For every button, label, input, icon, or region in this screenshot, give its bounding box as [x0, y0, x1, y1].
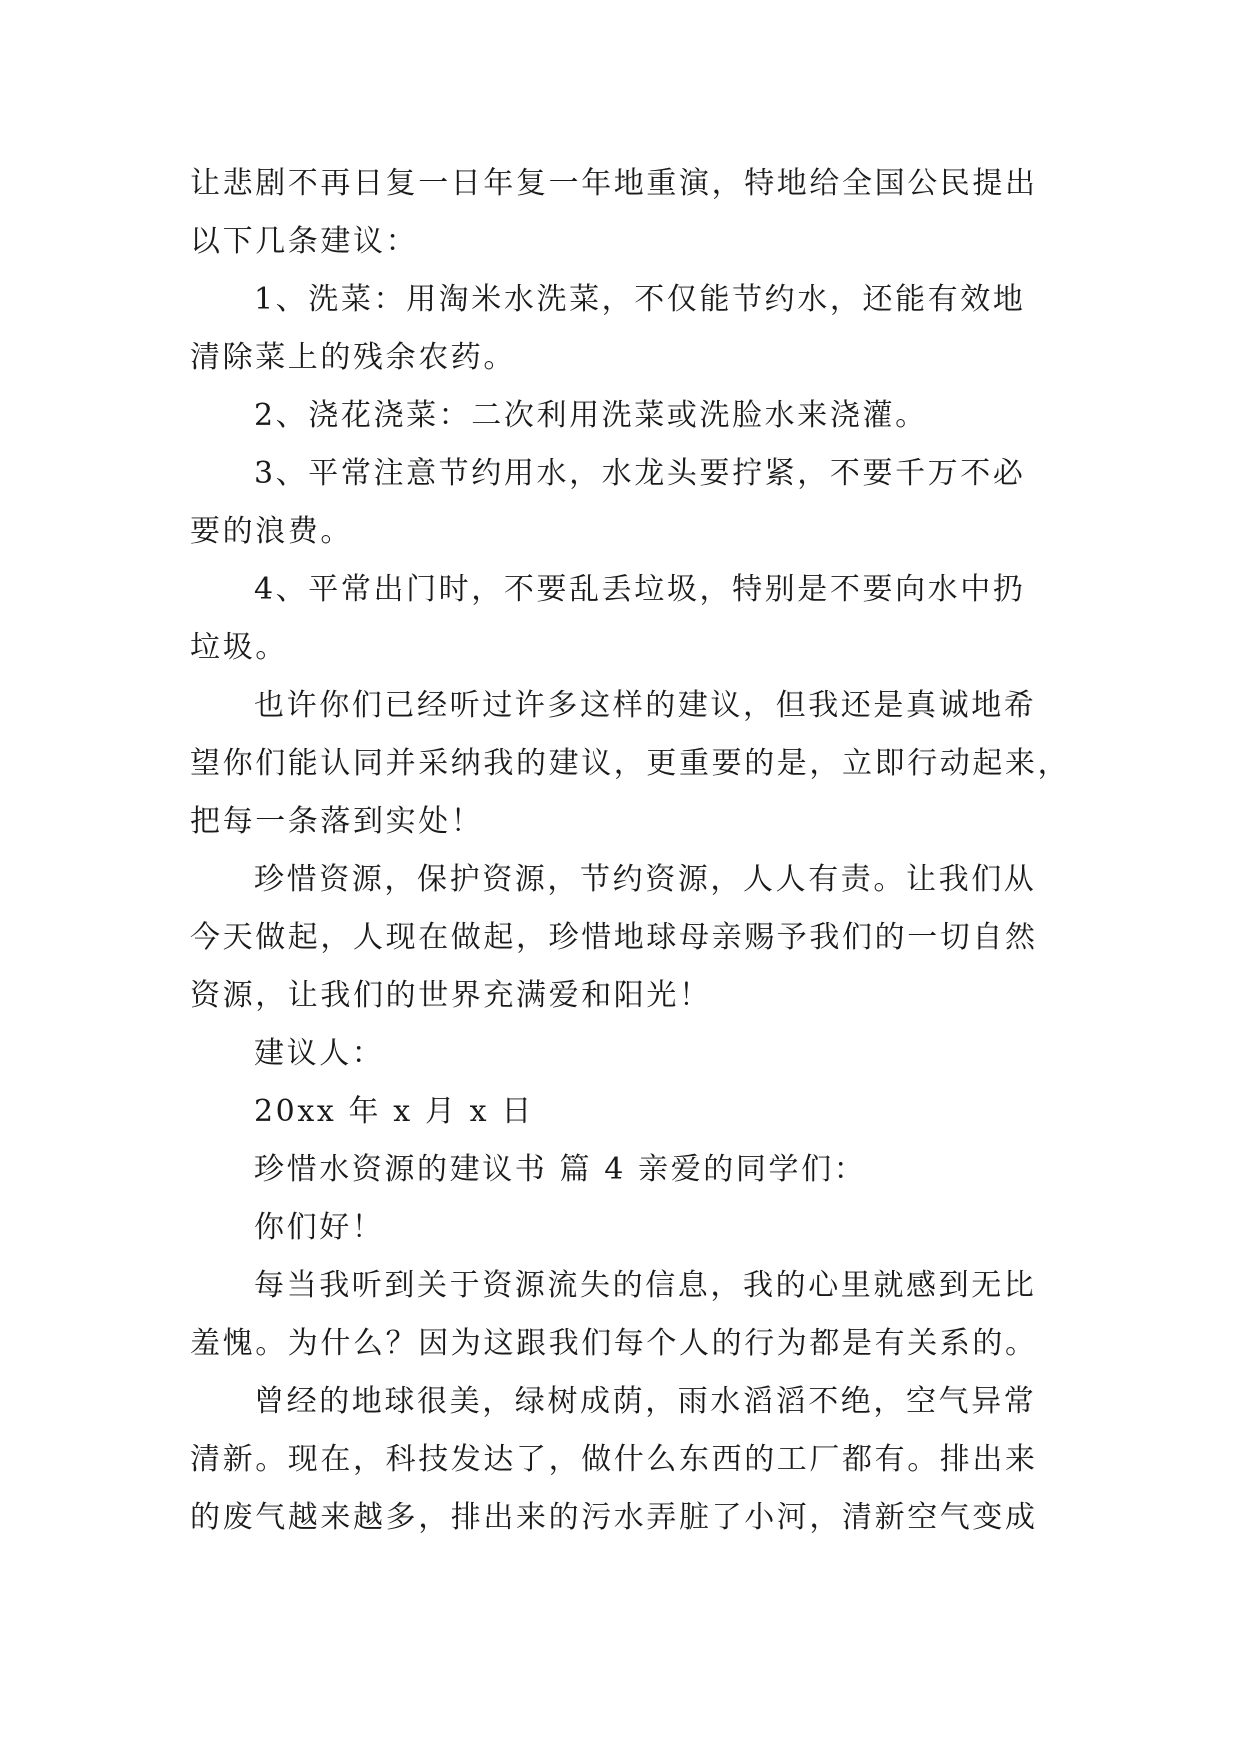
text-line: 望你们能认同并采纳我的建议，更重要的是，立即行动起来，: [190, 746, 1071, 781]
text-line: 清除菜上的残余农药。: [190, 340, 516, 375]
text-line: 曾经的地球很美，绿树成荫，雨水滔滔不绝，空气异常: [254, 1384, 1037, 1419]
text-line: 3、平常注意节约用水，水龙头要拧紧，不要千万不必: [254, 456, 1026, 491]
text-line: 清新。现在，科技发达了，做什么东西的工厂都有。排出来: [190, 1442, 1038, 1477]
text-line: 把每一条落到实处！: [190, 804, 484, 839]
text-line: 让悲剧不再日复一日年复一年地重演，特地给全国公民提出: [190, 166, 1038, 201]
signature-label: 建议人：: [254, 1036, 385, 1071]
document-body: [190, 155, 1070, 1547]
text-line: 每当我听到关于资源流失的信息，我的心里就感到无比: [254, 1268, 1037, 1303]
text-line: 垃圾。: [190, 630, 288, 665]
text-line: 4、平常出门时，不要乱丢垃圾，特别是不要向水中扔: [254, 572, 1026, 607]
date-line: 20xx 年 x 月 x 日: [254, 1094, 534, 1129]
section-heading: 珍惜水资源的建议书 篇 4 亲爱的同学们：: [254, 1152, 867, 1187]
greeting: 你们好！: [254, 1210, 385, 1245]
text-line: 羞愧。为什么？因为这跟我们每个人的行为都是有关系的。: [190, 1326, 1038, 1361]
text-line: 的废气越来越多，排出来的污水弄脏了小河，清新空气变成: [190, 1500, 1038, 1535]
text-line: 要的浪费。: [190, 514, 353, 549]
text-line: 资源，让我们的世界充满爱和阳光！: [190, 978, 712, 1013]
text-line: 珍惜资源，保护资源，节约资源，人人有责。让我们从: [254, 862, 1037, 897]
text-line: 以下几条建议：: [190, 224, 419, 259]
text-line: 1、洗菜：用淘米水洗菜，不仅能节约水，还能有效地: [254, 282, 1026, 317]
text-line: 也许你们已经听过许多这样的建议，但我还是真诚地希: [254, 688, 1037, 723]
text-line: 今天做起，人现在做起，珍惜地球母亲赐予我们的一切自然: [190, 920, 1038, 955]
text-line: 2、浇花浇菜：二次利用洗菜或洗脸水来浇灌。: [254, 398, 928, 433]
